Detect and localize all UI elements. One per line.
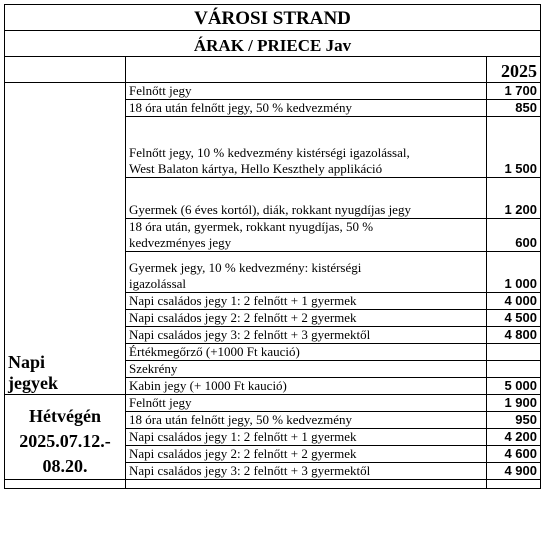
ticket-price: 1 200 [487, 178, 541, 219]
ticket-description: Napi családos jegy 1: 2 felnőtt + 1 gyermek [126, 429, 487, 446]
price-row [5, 395, 541, 412]
group-label-daily [5, 83, 126, 395]
ticket-price: 4 900 [487, 463, 541, 480]
ticket-description: Napi családos jegy 2: 2 felnőtt + 2 gyermek [126, 310, 487, 327]
group-label-line: jegyek [8, 373, 58, 393]
ticket-description: Gyermek (6 éves kortól), diák, rokkant nyugdíjas jegy [126, 178, 487, 219]
ticket-description-line: 18 óra után, gyermek, rokkant nyugdíjas, 50 % [129, 219, 374, 234]
ticket-description: Szekrény [126, 361, 487, 378]
blank-cell [487, 480, 541, 489]
group-label-line: 2025.07.12.- [19, 431, 111, 451]
header-blank-cell [126, 57, 487, 83]
ticket-price: 1 500 [487, 117, 541, 178]
ticket-price: 1 000 [487, 252, 541, 293]
ticket-price: 4 500 [487, 310, 541, 327]
ticket-description-line: kedvezményes jegy [129, 235, 232, 250]
ticket-price: 5 000 [487, 378, 541, 395]
ticket-price: 4 800 [487, 327, 541, 344]
group-label-line: 08.20. [42, 456, 88, 476]
year-header: 2025 [487, 57, 541, 83]
price-table [4, 4, 541, 489]
ticket-price: 850 [487, 100, 541, 117]
page-title: VÁROSI STRAND [5, 5, 541, 31]
ticket-price: 4 600 [487, 446, 541, 463]
group-label-line: Hétvégén [29, 406, 101, 426]
ticket-price: 950 [487, 412, 541, 429]
ticket-description: Felnőtt jegy [126, 395, 487, 412]
ticket-price [487, 344, 541, 361]
header-blank-cell [5, 57, 126, 83]
blank-cell [5, 480, 126, 489]
ticket-price: 1 700 [487, 83, 541, 100]
ticket-price: 600 [487, 219, 541, 252]
ticket-price: 4 000 [487, 293, 541, 310]
price-row [5, 83, 541, 100]
group-label-line: Napi [8, 352, 46, 372]
ticket-description [126, 117, 487, 178]
ticket-description [126, 219, 487, 252]
ticket-description [126, 252, 487, 293]
ticket-price [487, 361, 541, 378]
ticket-description: Értékmegőrző (+1000 Ft kaució) [126, 344, 487, 361]
group-label-weekend [5, 395, 126, 480]
ticket-description-line: Felnőtt jegy, 10 % kedvezmény kistérségi igazolással, [129, 145, 410, 160]
ticket-price: 1 900 [487, 395, 541, 412]
ticket-description: Napi családos jegy 3: 2 felnőtt + 3 gyermektől [126, 327, 487, 344]
ticket-description: Napi családos jegy 2: 2 felnőtt + 2 gyermek [126, 446, 487, 463]
ticket-description-line: West Balaton kártya, Hello Keszthely applikáció [129, 161, 383, 176]
ticket-description: Napi családos jegy 1: 2 felnőtt + 1 gyermek [126, 293, 487, 310]
blank-cell [126, 480, 487, 489]
cut-off-row [5, 480, 541, 489]
ticket-description: Kabin jegy (+ 1000 Ft kaució) [126, 378, 487, 395]
page-subtitle: ÁRAK / PRIECE Jav [5, 31, 541, 57]
ticket-description: Napi családos jegy 3: 2 felnőtt + 3 gyermektől [126, 463, 487, 480]
ticket-description: Felnőtt jegy [126, 83, 487, 100]
ticket-description-line: Gyermek jegy, 10 % kedvezmény: kistérségi [129, 260, 362, 275]
ticket-description: 18 óra után felnőtt jegy, 50 % kedvezmény [126, 100, 487, 117]
ticket-price: 4 200 [487, 429, 541, 446]
ticket-description-line: igazolással [129, 276, 187, 291]
ticket-description: 18 óra után felnőtt jegy, 50 % kedvezmény [126, 412, 487, 429]
